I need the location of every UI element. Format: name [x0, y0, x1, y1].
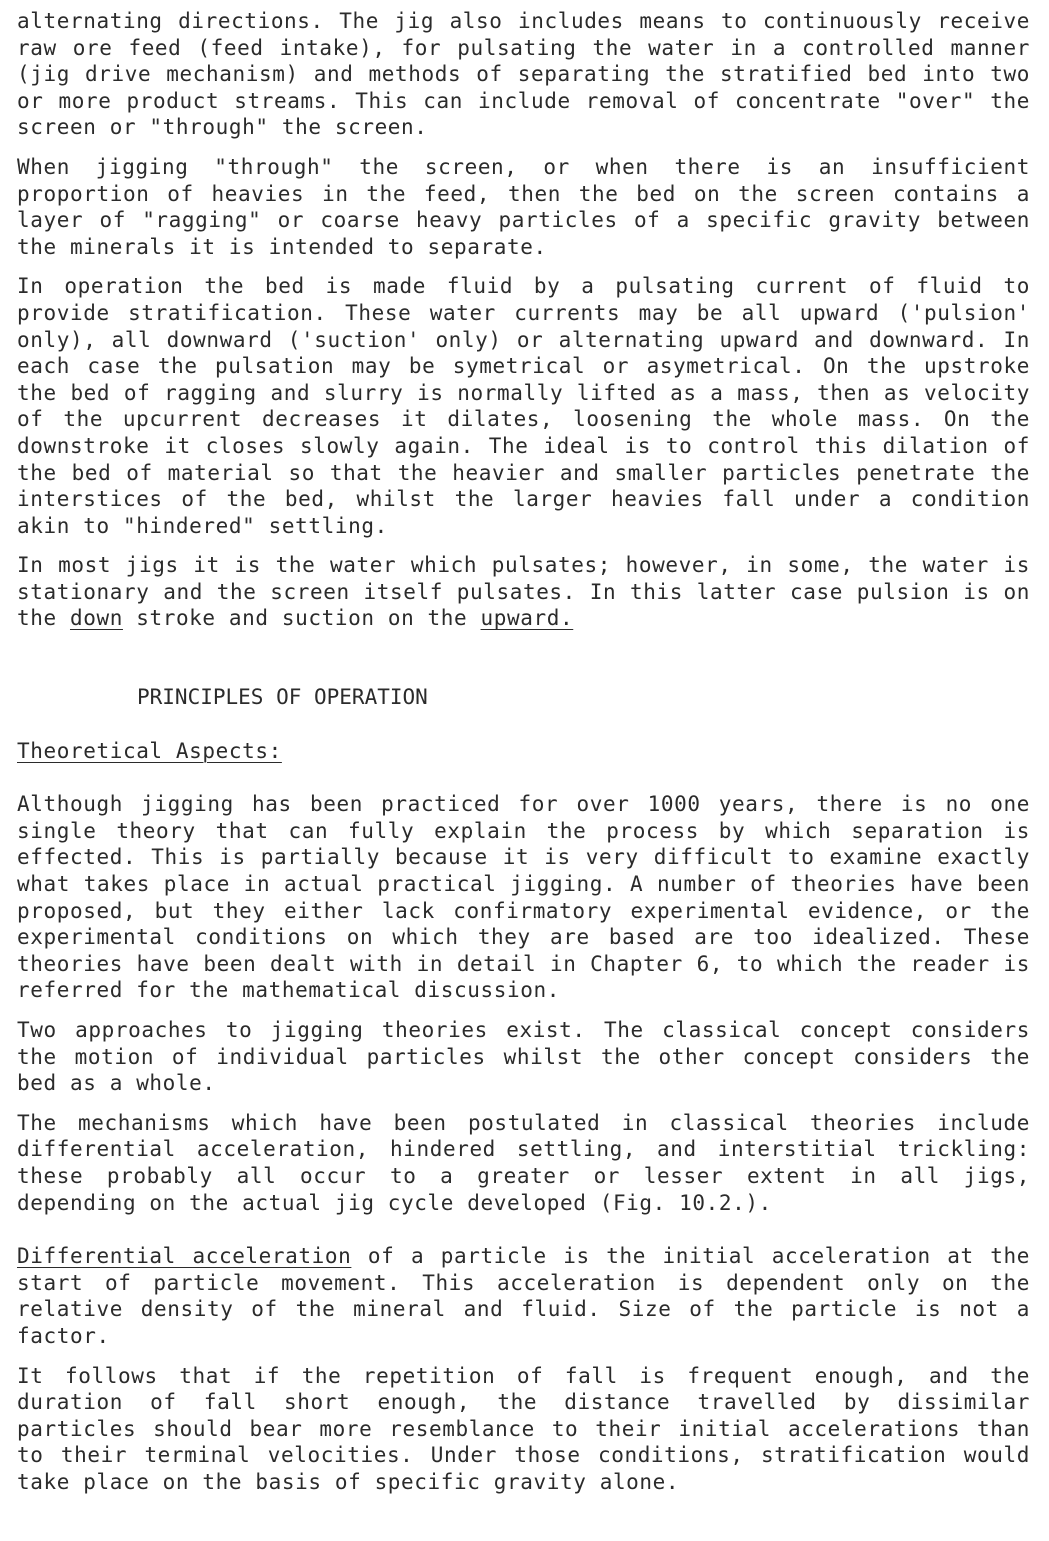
subheading-wrapper	[17, 738, 1030, 765]
paragraph-classical-mechanisms: The mechanisms which have been postulated in classical theories include differential acceleration, hindered settling, and interstitial trickling: these probably all occur to a greater or lesser extent in all jigs, depending on the actual jig cycle developed (Fig. 10.2.).	[17, 1110, 1030, 1215]
paragraph-pulsating-screen-text: In most jigs it is the water which pulsates; however, in some, the water is stationary and the screen itself pulsates. In this latter case pulsion is on the	[17, 553, 1030, 631]
paragraph-jigging-through-screen: When jigging "through" the screen, or when there is an insufficient proportion of heavies in the feed, then the bed on the screen contains a layer of "ragging" or coarse heavy particles of a specific gravity between the minerals it is intended to separate.	[17, 154, 1030, 259]
paragraph-pulsating-screen	[17, 552, 1030, 632]
section-heading: PRINCIPLES OF OPERATION	[137, 685, 428, 710]
paragraph-two-approaches: Two approaches to jigging theories exist. The classical concept considers the motion of individual particles whilst the other concept considers the bed as a whole.	[17, 1018, 1030, 1096]
term-differential-acceleration: Differential acceleration	[17, 1244, 352, 1269]
document-page	[17, 8, 1030, 1509]
paragraph-jig-components: alternating directions. The jig also includes means to continuously receive raw ore feed (feed intake), for pulsating the water in a controlled manner (jig drive mechanism) and methods of separating the stratified bed into two or more product streams. This can include removal of concentrate "over" the screen or "through" the screen.	[17, 9, 1030, 140]
underlined-word-upward: upward.	[480, 606, 574, 631]
paragraph-jigging-history: Although jigging has been practiced for over 1000 years, there is no one single theory that can fully explain the process by which separation is effected. This is partially because it is very difficult to examine exactly what takes place in actual practical jigging. A number of theories have been proposed, but they either lack confirmatory experimental evidence, or the experimental conditions on which they are based are too idealized. These theories have been dealt with in detail in Chapter 6, to which the reader is referred for the mathematical discussion.	[17, 792, 1030, 1003]
paragraph-stratification: It follows that if the repetition of fall is frequent enough, and the duration of fall short enough, the distance travelled by dissimilar particles should bear more resemblance to their initial accelerations than to their terminal velocities. Under those conditions, stratification would take place on the basis of specific gravity alone.	[17, 1363, 1030, 1494]
paragraph-differential-acceleration	[17, 1243, 1030, 1349]
paragraph-differential-acceleration-text: of a particle is the initial acceleration at the start of particle movement. This acceleration is dependent only on the relative density of the mineral and fluid. Size of the particle is not a factor.	[17, 1244, 1031, 1348]
underlined-word-down: down	[69, 606, 123, 631]
paragraph-pulsating-screen-middle: stroke and suction on the	[122, 606, 481, 631]
paragraph-operation: In operation the bed is made fluid by a pulsating current of fluid to provide stratification. These water currents may be all upward ('pulsion' only), all downward ('suction' only) or alternating upward and downward. In each case the pulsation may be symetrical or asymetrical. On the upstroke the bed of ragging and slurry is normally lifted as a mass, then as velocity of the upcurrent decreases it dilates, loosening the whole mass. On the downstroke it closes slowly again. The ideal is to control this dilation of the bed of material so that the heavier and smaller particles penetrate the interstices of the bed, whilst the larger heavies fall under a condition akin to "hindered" settling.	[17, 274, 1030, 538]
subheading-theoretical-aspects: Theoretical Aspects:	[17, 738, 282, 763]
